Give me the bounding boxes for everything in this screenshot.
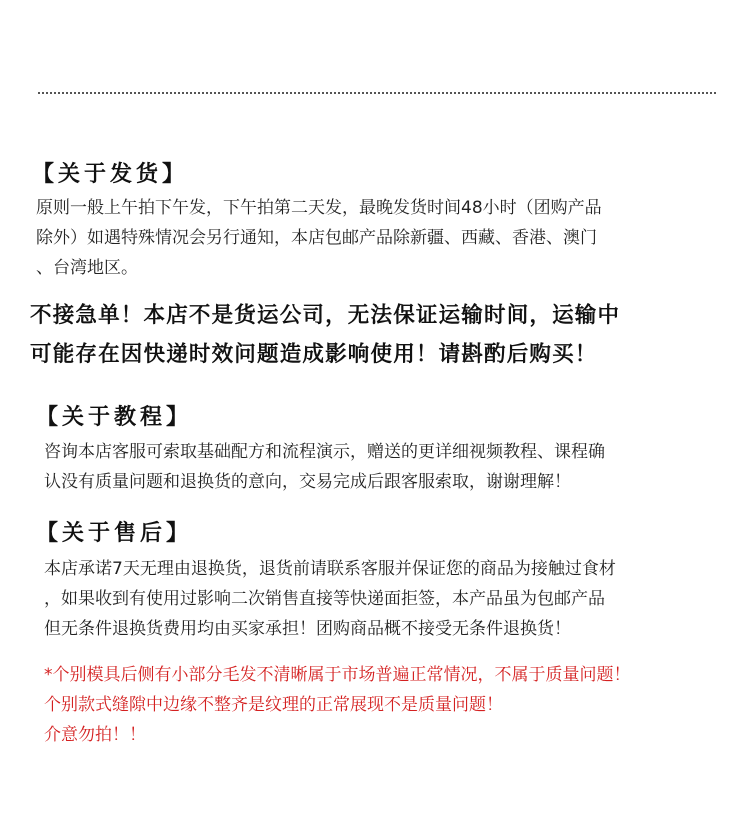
tutorial-heading: 【关于教程】 (36, 404, 193, 430)
aftersales-line: 但无条件退换货费用均由买家承担！团购商品概不接受无条件退换货！ (44, 619, 571, 639)
aftersales-line: ，如果收到有使用过影响二次销售直接等快递面拒签，本产品虽为包邮产品 (44, 589, 605, 609)
shipping-line: 除外）如遇特殊情况会另行通知，本店包邮产品除新疆、西藏、香港、澳门 (36, 228, 597, 248)
quality-notice (44, 660, 631, 750)
aftersales-heading: 【关于售后】 (36, 520, 193, 546)
warning-line: 可能存在因快递时效问题造成影响使用！请斟酌后购买！ (30, 342, 598, 367)
shipping-line: 原则一般上午拍下午发，下午拍第二天发，最晚发货时间48小时（团购产品 (36, 198, 602, 218)
aftersales-text (44, 554, 616, 644)
shipping-heading: 【关于发货】 (32, 161, 189, 187)
notice-line: 介意勿拍！！ (44, 725, 146, 745)
urgent-order-warning (30, 296, 620, 374)
aftersales-line: 本店承诺7天无理由退换货，退货前请联系客服并保证您的商品为接触过食材 (44, 559, 616, 579)
notice-line: 个别款式缝隙中边缘不整齐是纹理的正常展现不是质量问题！ (44, 695, 503, 715)
tutorial-text (44, 437, 605, 497)
tutorial-line: 咨询本店客服可索取基础配方和流程演示，赠送的更详细视频教程、课程确 (44, 442, 605, 462)
dotted-divider (38, 92, 716, 94)
warning-line: 不接急单！本店不是货运公司，无法保证运输时间，运输中 (30, 303, 621, 328)
notice-line: *个别模具后侧有小部分毛发不清晰属于市场普遍正常情况，不属于质量问题！ (44, 665, 631, 685)
shipping-line: 、台湾地区。 (36, 258, 138, 278)
tutorial-line: 认没有质量问题和退换货的意向，交易完成后跟客服索取，谢谢理解！ (44, 472, 571, 492)
shipping-text (36, 193, 602, 283)
